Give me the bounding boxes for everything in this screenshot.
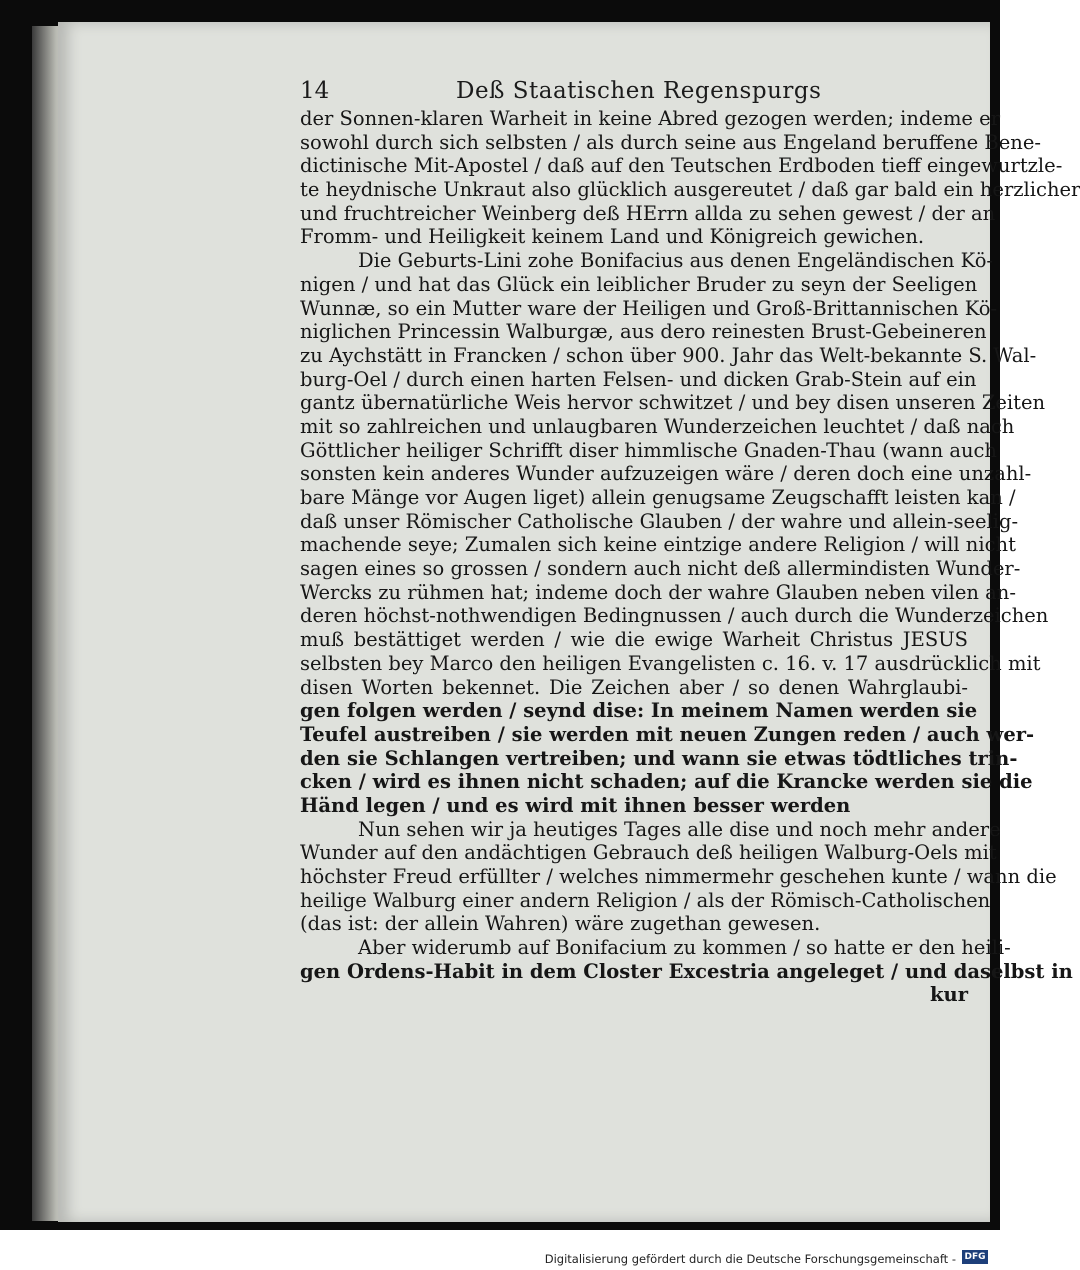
text-line: Göttlicher heiliger Schrifft diser himmlische Gnaden-Thau (wann auch — [300, 438, 997, 462]
digitization-credit: Digitalisierung gefördert durch die Deutsche Forschungsgemeinschaft - — [544, 1252, 956, 1266]
text-line: sagen eines so grossen / sondern auch nicht deß allermindisten Wunder- — [300, 557, 1021, 581]
text-line: zu Aychstätt in Francken / schon über 900. Jahr das Welt-bekannte S. Wal- — [300, 343, 1037, 367]
body-text — [300, 107, 1080, 1007]
text-line: gantz übernatürliche Weis hervor schwitzet / und bey disen unseren Zeiten — [300, 391, 1046, 415]
text-line: dictinische Mit-Apostel / daß auf den Teutschen Erdboden tieff eingewurtzle- — [300, 154, 1063, 178]
text-line: Teufel austreiben / sie werden mit neuen Zungen reden / auch wer- — [300, 722, 1035, 746]
text-line: machende seye; Zumalen sich keine eintzige andere Religion / will nicht — [300, 533, 1016, 557]
text-line: disen Worten bekennet. Die Zeichen aber / so denen Wahrglaubi- — [300, 675, 968, 699]
text-line: heilige Walburg einer andern Religion / als der Römisch-Catholischen — [300, 888, 991, 912]
text-line: und fruchtreicher Weinberg deß HErrn allda zu sehen gewest / der an — [300, 201, 996, 225]
text-line: der Sonnen-klaren Warheit in keine Abred gezogen werden; indeme er — [300, 107, 1001, 130]
text-line: niglichen Princessin Walburgæ, aus dero reinesten Brust-Gebeineren — [300, 320, 987, 344]
text-line: Aber widerumb auf Bonifacium zu kommen / so hatte er den heili- — [358, 936, 1011, 960]
text-line: sowohl durch sich selbsten / als durch seine aus Engeland beruffene Bene- — [300, 130, 1041, 154]
text-line: deren höchst-nothwendigen Bedingnussen / auch durch die Wunderzeichen — [300, 604, 1049, 628]
text-line: te heydnische Unkraut also glücklich ausgereutet / daß gar bald ein herzlicher — [300, 178, 1080, 202]
text-line: Händ legen / und es wird mit ihnen besser werden — [300, 793, 851, 817]
text-line: den sie Schlangen vertreiben; und wann sie etwas tödtliches trin- — [300, 746, 1018, 770]
text-line: muß bestättiget werden / wie die ewige Warheit Christus JESUS — [300, 628, 968, 652]
catchword: kur — [930, 983, 968, 1007]
text-line: Wunnæ, so ein Mutter ware der Heiligen und Groß-Brittannischen Kö- — [300, 296, 998, 320]
text-line: Wercks zu rühmen hat; indeme doch der wahre Glauben neben vilen an- — [300, 580, 1016, 604]
dfg-logo-icon: DFG — [962, 1250, 988, 1264]
text-line: burg-Oel / durch einen harten Felsen- und dicken Grab-Stein auf ein — [300, 367, 977, 391]
text-line: mit so zahlreichen und unlaugbaren Wunderzeichen leuchtet / daß nach — [300, 414, 1015, 438]
text-line: Wunder auf den andächtigen Gebrauch deß heiligen Walburg-Oels mit — [300, 841, 997, 865]
text-line: daß unser Römischer Catholische Glauben / der wahre und allein-seelig- — [300, 509, 1019, 533]
text-line: gen Ordens-Habit in dem Closter Excestria angeleget / und daselbst in — [300, 959, 1073, 983]
text-line: Fromm- und Heiligkeit keinem Land und Königreich gewichen. — [300, 225, 925, 249]
running-title: Deß Staatischen Regenspurgs — [456, 78, 822, 104]
page-number: 14 — [300, 78, 330, 104]
text-line: (das ist: der allein Wahren) wäre zugethan gewesen. — [300, 912, 821, 936]
text-line: höchster Freud erfüllter / welches nimmermehr geschehen kunte / wann die — [300, 865, 1057, 888]
text-line: gen folgen werden / seynd dise: In meinem Namen werden sie — [300, 699, 978, 723]
text-line: bare Mänge vor Augen liget) allein genugsame Zeugschafft leisten kan / — [300, 486, 1016, 509]
text-line: sonsten kein anderes Wunder aufzuzeigen wäre / deren doch eine unzahl- — [300, 462, 1032, 486]
text-line: cken / wird es ihnen nicht schaden; auf die Krancke werden sie die — [300, 770, 1033, 794]
text-line: Nun sehen wir ja heutiges Tages alle dise und noch mehr andere — [358, 817, 1001, 841]
text-line: selbsten bey Marco den heiligen Evangelisten c. 16. v. 17 ausdrücklich mit — [300, 651, 1041, 675]
text-line: Die Geburts-Lini zohe Bonifacius aus denen Engeländischen Kö- — [358, 249, 994, 273]
text-line: nigen / und hat das Glück ein leiblicher Bruder zu seyn der Seeligen — [300, 272, 978, 296]
